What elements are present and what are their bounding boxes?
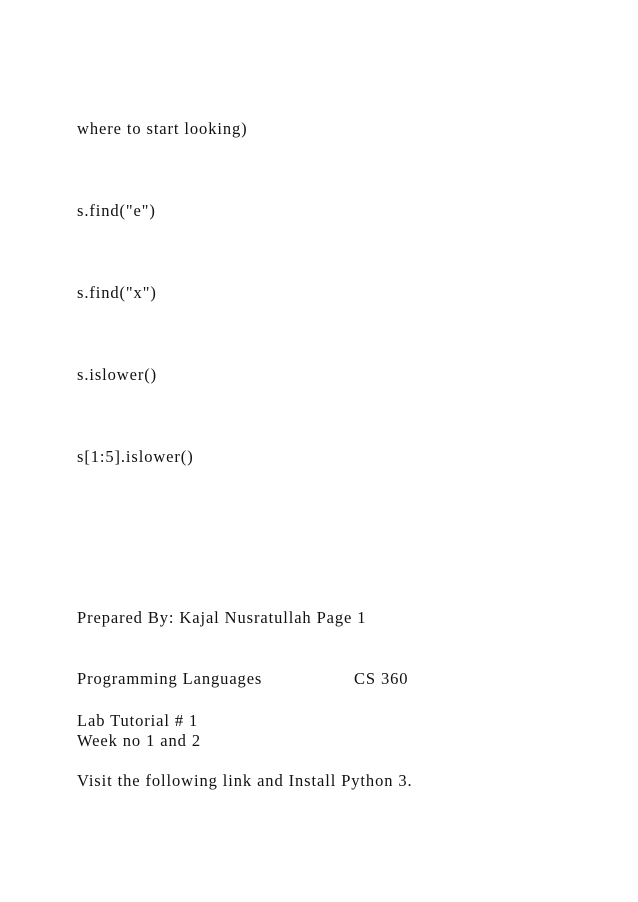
code-islower: s.islower() [77, 365, 158, 384]
text-where-to-start-looking: where to start looking) [77, 119, 248, 138]
page-footer-prepared-by: Prepared By: Kajal Nusratullah Page 1 [77, 608, 367, 627]
lab-tutorial-heading: Lab Tutorial # 1 [77, 711, 199, 730]
instruction-install-python: Visit the following link and Install Python 3. [77, 771, 413, 790]
code-slice-islower: s[1:5].islower() [77, 447, 194, 466]
course-code: CS 360 [354, 669, 409, 688]
week-label: Week no 1 and 2 [77, 731, 201, 750]
code-find-x: s.find("x") [77, 283, 157, 302]
course-title: Programming Languages [77, 669, 263, 688]
code-find-e: s.find("e") [77, 201, 156, 220]
